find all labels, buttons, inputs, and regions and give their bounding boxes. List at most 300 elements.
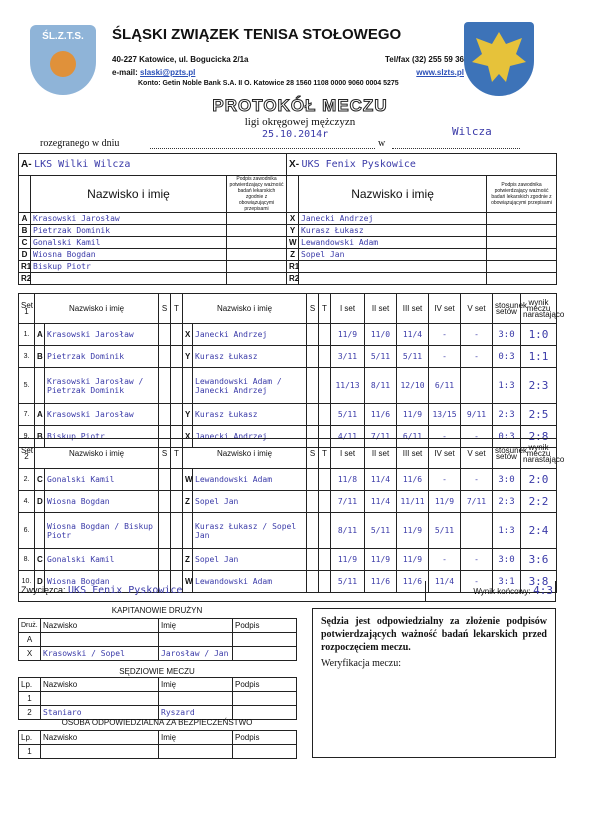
home-player-sign	[227, 237, 287, 249]
player-row	[19, 237, 557, 249]
bank-account: Konto: Getin Noble Bank S.A. II O. Katowice 28 1560 1108 0000 9060 0004 5275	[138, 80, 399, 87]
home-player-letter: B	[19, 225, 31, 237]
captains-col-name: Imię	[159, 619, 233, 633]
game-number: 10.	[19, 571, 35, 593]
referee-row-surname: Staniaro	[41, 706, 159, 720]
home-t	[171, 346, 183, 368]
home-player-letter: A	[19, 213, 31, 225]
running-result: 2:4	[521, 513, 557, 549]
game-row	[19, 346, 557, 368]
games1-col-set4: IV set	[429, 294, 461, 324]
game-row	[19, 368, 557, 404]
games2-col-s: S	[159, 439, 171, 469]
away-t	[319, 324, 331, 346]
address: 40-227 Katowice, ul. Bogucicka 2/1a	[112, 55, 249, 64]
home-s	[159, 549, 171, 571]
game-number: 9.	[19, 426, 35, 448]
away-player-name: Lewandowski Adam	[299, 237, 487, 249]
set-4: -	[429, 469, 461, 491]
away-player: Lewandowski Adam / Janecki Andrzej	[193, 368, 307, 404]
email-link[interactable]: slaski@pzts.pl	[140, 68, 196, 77]
set-2: 11/6	[365, 404, 397, 426]
running-result: 2:2	[521, 491, 557, 513]
home-t	[171, 368, 183, 404]
set-3: 11/11	[397, 491, 429, 513]
away-letter: Y	[183, 404, 193, 426]
set-2: 5/11	[365, 513, 397, 549]
home-player-sign	[227, 225, 287, 237]
game-number: 2.	[19, 469, 35, 491]
safety-row-sign	[233, 745, 297, 759]
running-result: 1:1	[521, 346, 557, 368]
games-table-2	[18, 438, 565, 596]
home-s	[159, 404, 171, 426]
home-letter: B	[35, 346, 45, 368]
set-1: 11/9	[331, 324, 365, 346]
set-2: 7/11	[365, 426, 397, 448]
home-team-name: LKS Wilki Wilcza	[34, 159, 131, 170]
player-row	[19, 261, 557, 273]
home-s	[159, 346, 171, 368]
away-s	[307, 549, 319, 571]
email-line	[112, 68, 312, 77]
referee-row-surname	[41, 692, 159, 706]
safety-row-name	[159, 745, 233, 759]
away-s	[307, 368, 319, 404]
games2-col-nr: Set 2	[19, 439, 35, 469]
away-letter: W	[183, 571, 193, 593]
set-5: 9/11	[461, 404, 493, 426]
home-player: Wiosna Bogdan	[45, 491, 159, 513]
set-4: -	[429, 346, 461, 368]
game-row	[19, 549, 557, 571]
set-1: 5/11	[331, 571, 365, 593]
away-sign-header: Podpis zawodnika potwierdzający ważność badań lekarskich zgodnie z obowiązującymi przepisami	[487, 176, 557, 213]
games1-col-set1: I set	[331, 294, 365, 324]
home-player-name: Gonalski Kamil	[31, 237, 227, 249]
home-player-name: Pietrzak Dominik	[31, 225, 227, 237]
captain-row-id: A	[19, 633, 41, 647]
running-result: 3:6	[521, 549, 557, 571]
set-ratio: 0:3	[493, 426, 521, 448]
set-3: 11/9	[397, 549, 429, 571]
set-ratio: 1:3	[493, 513, 521, 549]
referee-row-sign	[233, 692, 297, 706]
away-player-sign	[487, 225, 557, 237]
running-result: 1:0	[521, 324, 557, 346]
set-2: 5/11	[365, 346, 397, 368]
away-player-name	[299, 273, 487, 285]
away-t	[319, 368, 331, 404]
set-ratio: 1:3	[493, 368, 521, 404]
home-player: Krasowski Jarosław / Pietrzak Dominik	[45, 368, 159, 404]
games2-col-set1: I set	[331, 439, 365, 469]
set-2: 11/9	[365, 549, 397, 571]
home-letter: B	[35, 426, 45, 448]
set-4: 6/11	[429, 368, 461, 404]
games2-col-name-away: Nazwisko i imię	[183, 439, 307, 469]
referee-row-name	[159, 692, 233, 706]
home-t	[171, 469, 183, 491]
player-row	[19, 225, 557, 237]
home-sign-header: Podpis zawodnika potwierdzający ważność badań lekarskich zgodnie z obowiązującymi przepisami	[227, 176, 287, 213]
in-label: w	[378, 138, 386, 149]
set-5: -	[461, 469, 493, 491]
home-letter	[35, 513, 45, 549]
game-number: 1.	[19, 324, 35, 346]
set-3: 5/11	[397, 346, 429, 368]
away-letter: X	[183, 426, 193, 448]
away-player-sign	[487, 213, 557, 225]
away-player-name: Janecki Andrzej	[299, 213, 487, 225]
away-letter	[183, 368, 193, 404]
set-5: -	[461, 571, 493, 593]
running-result: 2:3	[521, 368, 557, 404]
referees-col-lp: Lp.	[19, 678, 41, 692]
away-t	[319, 549, 331, 571]
referee-note: Sędzia jest odpowiedzialny za złożenie podpisów potwierdzających ważność badań lekarskich przed rozpoczęciem meczu.	[321, 616, 547, 653]
set-3: 11/9	[397, 513, 429, 549]
set-ratio: 3:0	[493, 549, 521, 571]
home-player-name	[31, 273, 227, 285]
winner-label: Zwycięzca:	[21, 585, 66, 596]
home-t	[171, 324, 183, 346]
away-player-sign	[487, 249, 557, 261]
away-s	[307, 469, 319, 491]
away-player: Kurasz Łukasz	[193, 346, 307, 368]
set-5: -	[461, 346, 493, 368]
set-4: -	[429, 324, 461, 346]
game-number: 5.	[19, 368, 35, 404]
away-s	[307, 491, 319, 513]
games2-col-t2: T	[319, 439, 331, 469]
home-player: Krasowski Jarosław	[45, 404, 159, 426]
game-number: 8.	[19, 549, 35, 571]
away-player-sign	[487, 273, 557, 285]
home-player-sign	[227, 249, 287, 261]
home-t	[171, 549, 183, 571]
played-label: rozegranego w dniu	[40, 138, 120, 149]
eagle-icon	[464, 22, 534, 96]
home-s	[159, 368, 171, 404]
games1-col-name-away: Nazwisko i imię	[183, 294, 307, 324]
winner-cell	[19, 581, 426, 601]
away-s	[307, 324, 319, 346]
referee-row-id: 1	[19, 692, 41, 706]
set-1: 11/9	[331, 549, 365, 571]
captain-row-sign	[233, 633, 297, 647]
referee-row	[19, 692, 297, 706]
home-player-sign	[227, 273, 287, 285]
home-player-letter: D	[19, 249, 31, 261]
away-player-name	[299, 261, 487, 273]
set-ratio: 2:3	[493, 491, 521, 513]
place-value: Wilcza	[452, 125, 492, 138]
set-4: 13/15	[429, 404, 461, 426]
away-player: Sopel Jan	[193, 491, 307, 513]
home-letter: D	[35, 571, 45, 593]
logo	[30, 25, 96, 95]
set-1: 5/11	[331, 404, 365, 426]
home-player: Gonalski Kamil	[45, 549, 159, 571]
away-player-letter: W	[287, 237, 299, 249]
home-letter: D	[35, 491, 45, 513]
set-1: 11/13	[331, 368, 365, 404]
captain-row	[19, 647, 297, 661]
captain-row	[19, 633, 297, 647]
home-t	[171, 404, 183, 426]
away-t	[319, 469, 331, 491]
games2-col-ratio: stosunek setów	[493, 439, 521, 469]
games2-col-set5: V set	[461, 439, 493, 469]
home-t	[171, 491, 183, 513]
home-player-letter: R1	[19, 261, 31, 273]
away-player-letter: Y	[287, 225, 299, 237]
away-letter: Y	[183, 346, 193, 368]
date-line	[150, 148, 375, 149]
games2-col-t: T	[171, 439, 183, 469]
final-score-cell	[426, 581, 556, 601]
away-letter: Z	[183, 491, 193, 513]
referee-row-id: 2	[19, 706, 41, 720]
league-subtitle: ligi okręgowej mężczyzn	[244, 116, 356, 128]
referees-table	[18, 677, 297, 720]
note-box	[312, 608, 556, 758]
captain-row-surname: Krasowski / Sopel	[41, 647, 159, 661]
game-number: 7.	[19, 404, 35, 426]
away-t	[319, 491, 331, 513]
verification-label: Weryfikacja meczu:	[321, 658, 401, 669]
protocol-title: PROTOKÓŁ MECZU	[212, 96, 388, 115]
away-player: Janecki Andrzej	[193, 426, 307, 448]
safety-col-lp: Lp.	[19, 731, 41, 745]
games2-col-s2: S	[307, 439, 319, 469]
teams-table	[18, 153, 557, 285]
games2-col-name-home: Nazwisko i imię	[35, 439, 159, 469]
referees-col-surname: Nazwisko	[41, 678, 159, 692]
away-s	[307, 513, 319, 549]
running-result: 2:0	[521, 469, 557, 491]
safety-table	[18, 730, 297, 759]
away-player-letter: Z	[287, 249, 299, 261]
games1-col-set5: V set	[461, 294, 493, 324]
set-ratio: 3:0	[493, 324, 521, 346]
ping-pong-icon	[50, 51, 76, 77]
game-row	[19, 513, 557, 549]
captains-col-team: Druż.	[19, 619, 41, 633]
away-player: Kurasz Łukasz	[193, 404, 307, 426]
set-3: 11/4	[397, 324, 429, 346]
away-player-name: Sopel Jan	[299, 249, 487, 261]
away-player-letter: R1	[287, 261, 299, 273]
running-result: 2:5	[521, 404, 557, 426]
safety-col-name: Imię	[159, 731, 233, 745]
home-prefix: A-	[21, 159, 32, 170]
captain-row-sign	[233, 647, 297, 661]
final-score-value: 4:3	[533, 584, 553, 598]
home-s	[159, 469, 171, 491]
running-result: 2:8	[521, 426, 557, 448]
set-2: 8/11	[365, 368, 397, 404]
home-player-letter: C	[19, 237, 31, 249]
away-player: Lewandowski Adam	[193, 469, 307, 491]
home-letter: C	[35, 549, 45, 571]
games1-col-nr: Set 1	[19, 294, 35, 324]
away-t	[319, 404, 331, 426]
away-team-name: UKS Fenix Pyskowice	[301, 159, 416, 170]
home-player-sign	[227, 213, 287, 225]
set-1: 3/11	[331, 346, 365, 368]
home-player: Gonalski Kamil	[45, 469, 159, 491]
set-ratio: 2:3	[493, 404, 521, 426]
away-team-cell	[287, 154, 557, 176]
final-score-label: Wynik końcowy:	[473, 587, 531, 597]
set-3: 11/9	[397, 404, 429, 426]
set-5	[461, 368, 493, 404]
referees-col-name: Imię	[159, 678, 233, 692]
eagle-emblem	[464, 22, 534, 96]
away-name-header: Nazwisko i imię	[299, 176, 487, 213]
set-3: 11/6	[397, 469, 429, 491]
away-player: Janecki Andrzej	[193, 324, 307, 346]
away-player: Lewandowski Adam	[193, 571, 307, 593]
away-letter: X	[183, 324, 193, 346]
set-4: 11/9	[429, 491, 461, 513]
away-player: Sopel Jan	[193, 549, 307, 571]
captains-title: KAPITANOWIE DRUŻYN	[111, 606, 203, 615]
game-row	[19, 491, 557, 513]
home-player: Krasowski Jarosław	[45, 324, 159, 346]
away-s	[307, 404, 319, 426]
game-row	[19, 404, 557, 426]
captains-col-surname: Nazwisko	[41, 619, 159, 633]
set-1: 11/8	[331, 469, 365, 491]
home-t	[171, 513, 183, 549]
game-number: 4.	[19, 491, 35, 513]
game-number: 6.	[19, 513, 35, 549]
games1-col-set3: III set	[397, 294, 429, 324]
tel: Tel/fax (32) 255 59 36	[384, 55, 464, 64]
safety-row	[19, 745, 297, 759]
email-label: e-mail:	[112, 68, 138, 77]
running-result: 3:8	[521, 571, 557, 593]
away-prefix: X-	[289, 159, 300, 170]
player-row	[19, 249, 557, 261]
games2-col-set2: II set	[365, 439, 397, 469]
games1-col-s: S	[159, 294, 171, 324]
away-player-name: Kurasz Łukasz	[299, 225, 487, 237]
home-s	[159, 491, 171, 513]
home-name-header: Nazwisko i imię	[31, 176, 227, 213]
www-link[interactable]: www.slzts.pl	[416, 68, 464, 77]
home-player-letter: R2	[19, 273, 31, 285]
set-ratio: 3:0	[493, 469, 521, 491]
away-player-letter: X	[287, 213, 299, 225]
set-2: 11/0	[365, 324, 397, 346]
away-letter: W	[183, 469, 193, 491]
away-player-letter: R2	[287, 273, 299, 285]
games2-col-result: wynik meczu narastająco	[521, 439, 557, 469]
away-t	[319, 513, 331, 549]
date-value: 25.10.2014r	[262, 129, 329, 140]
captain-row-name: Jarosław / Jan	[159, 647, 233, 661]
games-table-1	[18, 293, 565, 448]
home-letter: C	[35, 469, 45, 491]
set-3: 6/11	[397, 426, 429, 448]
home-letter	[35, 368, 45, 404]
set-1: 8/11	[331, 513, 365, 549]
set-2: 11/4	[365, 491, 397, 513]
player-row	[19, 213, 557, 225]
set-2: 11/6	[365, 571, 397, 593]
set-ratio: 3:1	[493, 571, 521, 593]
org-name: ŚLĄSKI ZWIĄZEK TENISA STOŁOWEGO	[112, 26, 402, 43]
winner-table	[18, 581, 556, 602]
home-s	[159, 324, 171, 346]
home-s	[159, 513, 171, 549]
place-line	[392, 148, 520, 149]
games2-col-set3: III set	[397, 439, 429, 469]
captains-table	[18, 618, 297, 661]
captain-row-name	[159, 633, 233, 647]
set-2: 11/4	[365, 469, 397, 491]
away-player: Kurasz Łukasz / Sopel Jan	[193, 513, 307, 549]
home-team-cell	[19, 154, 287, 176]
away-t	[319, 346, 331, 368]
winner-value: UKS Fenix Pyskowice	[68, 585, 183, 597]
set-ratio: 0:3	[493, 346, 521, 368]
set-1: 7/11	[331, 491, 365, 513]
home-player: Wiosna Bogdan / Biskup Piotr	[45, 513, 159, 549]
games1-col-set2: II set	[365, 294, 397, 324]
set-4: 11/4	[429, 571, 461, 593]
set-4: 5/11	[429, 513, 461, 549]
home-player-name: Wiosna Bogdan	[31, 249, 227, 261]
safety-title: OSOBA ODPOWIEDZIALNA ZA BEZPIECZEŃSTWO	[61, 718, 253, 727]
referees-col-sign: Podpis	[233, 678, 297, 692]
safety-col-sign: Podpis	[233, 731, 297, 745]
away-letter	[183, 513, 193, 549]
away-letter: Z	[183, 549, 193, 571]
set-3: 11/6	[397, 571, 429, 593]
games1-col-t: T	[171, 294, 183, 324]
set-5: -	[461, 324, 493, 346]
game-row	[19, 469, 557, 491]
set-5: 7/11	[461, 491, 493, 513]
game-row	[19, 324, 557, 346]
away-player-sign	[487, 237, 557, 249]
set-4: -	[429, 549, 461, 571]
home-player-sign	[227, 261, 287, 273]
games1-col-name-home: Nazwisko i imię	[35, 294, 159, 324]
set-3: 12/10	[397, 368, 429, 404]
captains-col-sign: Podpis	[233, 619, 297, 633]
safety-col-surname: Nazwisko	[41, 731, 159, 745]
safety-row-surname	[41, 745, 159, 759]
set-5: -	[461, 426, 493, 448]
home-player-name: Biskup Piotr	[31, 261, 227, 273]
set-1: 4/11	[331, 426, 365, 448]
logo-text: ŚL.Z.T.S.	[42, 31, 84, 42]
home-letter: A	[35, 404, 45, 426]
away-s	[307, 346, 319, 368]
games1-col-t2: T	[319, 294, 331, 324]
safety-row-id: 1	[19, 745, 41, 759]
home-player: Wiosna Bogdan	[45, 571, 159, 593]
games1-col-ratio: stosunek setów	[493, 294, 521, 324]
player-row	[19, 273, 557, 285]
set-5	[461, 513, 493, 549]
